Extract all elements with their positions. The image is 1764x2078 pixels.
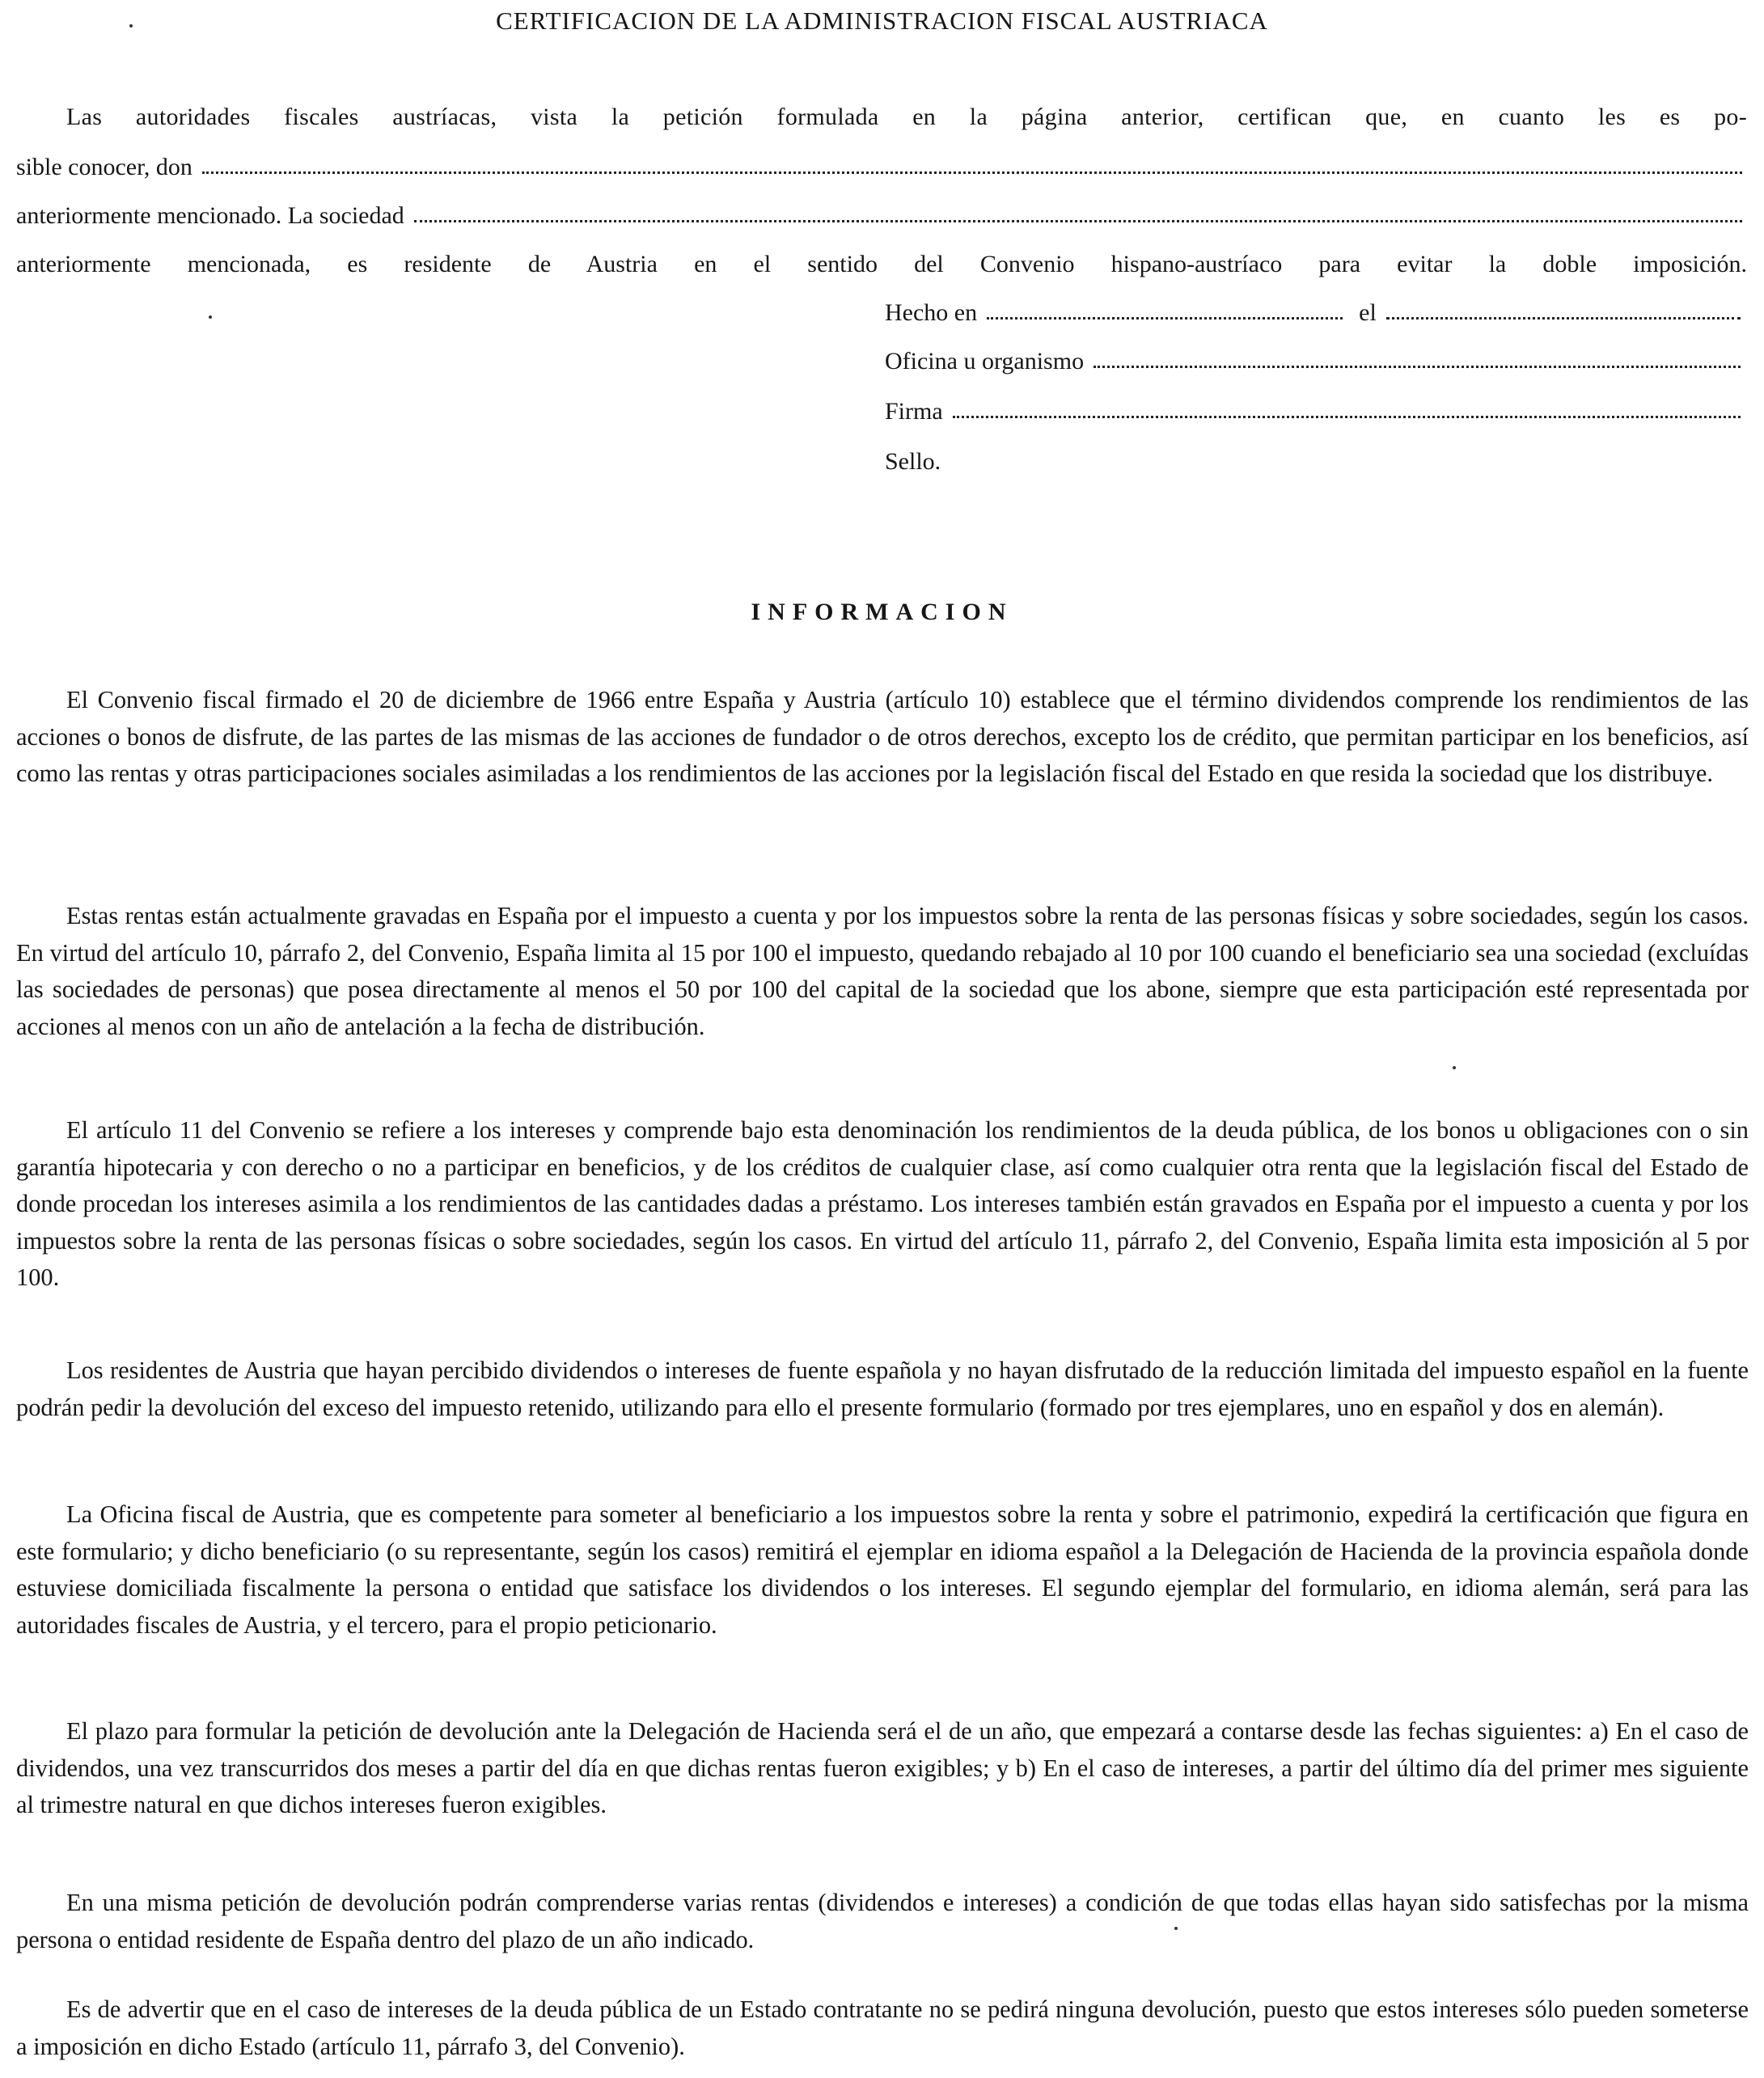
info-paragraph-8: Es de advertir que en el caso de intereses de la deuda pública de un Estado contratante no se pedirá ninguna devolución, puesto que estos intereses sólo pueden someterse a imposición en dicho Estado (artículo 11, párrafo 3, del Convenio). — [16, 1995, 1749, 2060]
certification-label-don: sible conocer, don — [16, 154, 192, 180]
certification-text-4: anteriormente mencionada, es residente de Austria en el sentido del Convenio hispano-austríaco para evitar la doble imposición. — [16, 251, 1747, 277]
oficina-row — [885, 340, 1745, 375]
info-paragraph-5: La Oficina fiscal de Austria, que es competente para someter al beneficiario a los impuestos sobre la renta y sobre el patrimonio, expedirá la certificación que figura en este formulario; y dicho beneficiario (o su representante, según los casos) remitirá el ejemplar en idioma español a la Delegación de Hacienda de la provincia española donde estuviese domiciliada fiscalmente la persona o entidad que satisface los dividendos o los intereses. El segundo ejemplar del formulario, en idioma alemán, será para las autoridades fiscales de Austria, y el tercero, para el propio peticionario. — [16, 1500, 1749, 1639]
certification-label-sociedad: anteriormente mencionado. La sociedad — [16, 202, 404, 229]
certification-line-4 — [16, 243, 1747, 278]
document-title: CERTIFICACION DE LA ADMINISTRACION FISCAL AUSTRIACA — [496, 6, 1268, 35]
info-paragraph-1: El Convenio fiscal firmado el 20 de diciembre de 1966 entre España y Austria (artículo 10) establece que el término dividendos comprende los rendimientos de las acciones o bonos de disfrute, de las partes de las mismas de las acciones de fundador o de otros derechos, excepto los de crédito, que permitan participar en los beneficios, así como las rentas y otras participaciones sociales asimiladas a los rendimientos de las acciones por la legislación fiscal del Estado en que resida la sociedad que los distribuye. — [16, 686, 1749, 787]
place-fill-in-field[interactable] — [987, 317, 1343, 320]
el-label: el — [1359, 299, 1377, 326]
sello-row — [885, 440, 1745, 476]
oficina-label: Oficina u organismo — [885, 348, 1085, 375]
information-heading: INFORMACION — [751, 599, 1013, 625]
hecho-row — [885, 291, 1745, 327]
scan-speck — [1453, 1066, 1456, 1069]
scan-speck — [1174, 1927, 1178, 1930]
company-fill-in-field[interactable] — [414, 220, 1742, 222]
firma-label: Firma — [885, 398, 943, 425]
certification-line-2 — [16, 146, 1747, 181]
sello-label: Sello. — [885, 448, 941, 475]
date-fill-in-field[interactable] — [1386, 317, 1741, 320]
hecho-label: Hecho en — [885, 299, 978, 326]
certification-text-1: Las autoridades fiscales austríacas, vista la petición formulada en la página anterior, certifican que, en cuanto les es po- — [66, 104, 1747, 130]
office-fill-in-field[interactable] — [1094, 366, 1741, 368]
info-paragraph-6: El plazo para formular la petición de devolución ante la Delegación de Hacienda será el de un año, que empezará a contarse desde las fechas siguientes: a) En el caso de dividendos, una vez transcurridos dos meses a partir del día en que dichas rentas fueron exigibles; y b) En el caso de intereses, a partir del último día del primer mes siguiente al trimestre natural en que dichos intereses fueron exigibles. — [16, 1717, 1749, 1818]
scan-speck — [209, 315, 212, 319]
certification-line-1 — [16, 95, 1747, 131]
name-fill-in-field[interactable] — [202, 171, 1742, 174]
info-paragraph-7: En una misma petición de devolución podrán comprenderse varias rentas (dividendos e intereses) a condición de que todas ellas hayan sido satisfechas por la misma persona o entidad residente de España dentro del plazo de un año indicado. — [16, 1889, 1749, 1953]
info-paragraph-4: Los residentes de Austria que hayan percibido dividendos o intereses de fuente española y no hayan disfrutado de la reducción limitada del impuesto español en la fuente podrán pedir la devolución del exceso del impuesto retenido, utilizando para ello el presente formulario (formado por tres ejemplares, uno en español y dos en alemán). — [16, 1356, 1749, 1421]
scan-speck — [129, 24, 133, 28]
info-paragraph-3: El artículo 11 del Convenio se refiere a los intereses y comprende bajo esta denominación los rendimientos de la deuda pública, de los bonos u obligaciones con o sin garantía hipotecaria y con derecho o no a participar en beneficios, y de los créditos de cualquier clase, así como cualquier otra renta que la legislación fiscal del Estado de donde procedan los intereses asimila a los rendimientos de las cantidades dadas a préstamo. Los intereses también están gravados en España por el impuesto a cuenta y por los impuestos sobre la renta de las personas físicas o sobre sociedades, según los casos. En virtud del artículo 11, párrafo 2, del Convenio, España limita esta imposición al 5 por 100. — [16, 1116, 1749, 1291]
signature-fill-in-field[interactable] — [953, 416, 1741, 418]
firma-row — [885, 390, 1745, 425]
info-paragraph-2: Estas rentas están actualmente gravadas en España por el impuesto a cuenta y por los impuestos sobre la renta de las personas físicas y sobre sociedades, según los casos. En virtud del artículo 10, párrafo 2, del Convenio, España limita al 15 por 100 el impuesto, quedando rebajado al 10 por 100 cuando el beneficiario sea una sociedad (excluídas las sociedades de personas) que posea directamente al menos el 50 por 100 del capital de la sociedad que los abone, siempre que esta participación esté representada por acciones al menos con un año de antelación a la fecha de distribución. — [16, 902, 1749, 1040]
certification-line-3 — [16, 194, 1747, 230]
